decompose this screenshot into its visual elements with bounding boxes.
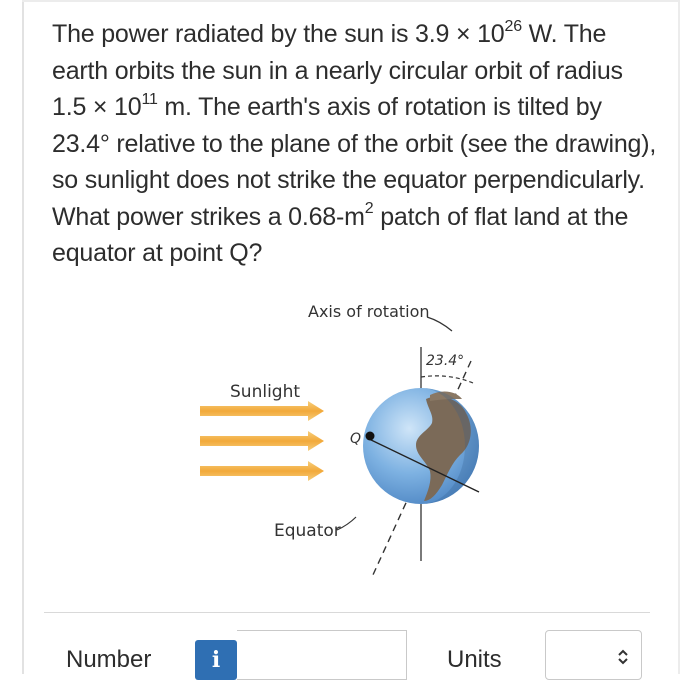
number-input[interactable] [237, 630, 407, 680]
axis-label-pointer [427, 317, 452, 331]
number-label: Number [66, 646, 152, 673]
point-q-label: Q [350, 431, 362, 447]
question-text: The power radiated by the sun is $3.9 \times 10^{26}$ W. The earth orbits the sun in a nearly circular orbit of radius $1.5 \times 10^{11}$ m. The earth's axis of rotation is tilted by 23.4° relative to the plane of the orbit (see the drawing), so sunlight does not strike the equator perpendicularly. What power strikes a $0.68-m^2$ patch of flat land at the equator at point Q? [52, 17, 657, 267]
angle-label: 23.4° [426, 353, 465, 369]
select-arrows-icon [617, 649, 629, 665]
sunlight-arrow [200, 401, 324, 421]
axis-of-rotation-label: Axis of rotation [308, 302, 430, 321]
sunlight-arrow [200, 431, 324, 451]
frame-left-border [22, 0, 24, 674]
equator-label: Equator [274, 521, 341, 541]
units-select[interactable] [545, 630, 642, 680]
earth-tilt-figure [190, 295, 520, 585]
frame-top-border [22, 0, 680, 2]
info-icon-button[interactable]: i [195, 640, 237, 680]
sunlight-arrows [200, 401, 324, 481]
point-q-marker [366, 432, 375, 441]
units-label: Units [447, 646, 502, 673]
frame-right-border [678, 0, 680, 674]
sunlight-label: Sunlight [230, 382, 301, 402]
angle-arc [421, 376, 473, 383]
sunlight-arrow [200, 461, 324, 481]
